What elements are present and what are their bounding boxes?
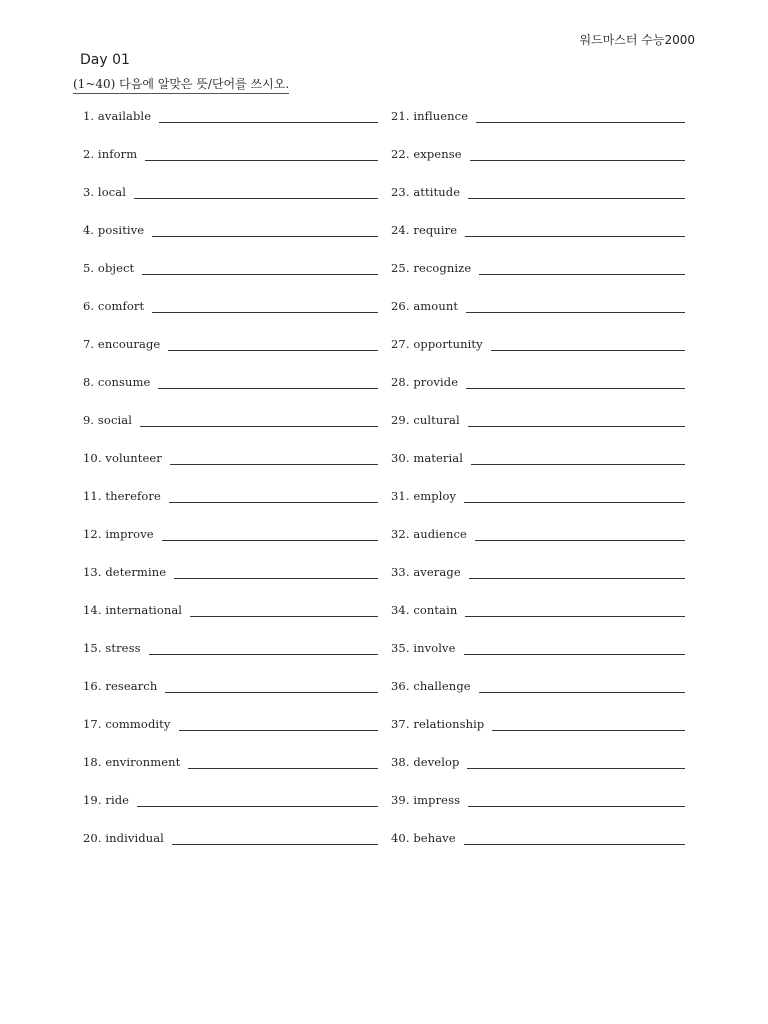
- word-label: 14. international: [83, 603, 183, 617]
- answer-blank-line[interactable]: [165, 675, 378, 693]
- answer-blank-line[interactable]: [464, 485, 685, 503]
- word-label: 39. impress: [391, 793, 461, 807]
- word-label: 32. audience: [391, 527, 467, 541]
- word-item: [80, 257, 378, 295]
- word-item: [80, 713, 378, 751]
- word-item: [388, 485, 685, 523]
- word-item: [80, 523, 378, 561]
- word-item: [388, 143, 685, 181]
- word-item: [388, 257, 685, 295]
- word-item: [80, 105, 378, 143]
- word-item: [80, 599, 378, 637]
- word-label: 15. stress: [83, 641, 141, 655]
- word-item: [80, 447, 378, 485]
- word-item: [80, 485, 378, 523]
- word-label: 1. available: [83, 109, 152, 123]
- answer-blank-line[interactable]: [492, 713, 685, 731]
- word-label: 9. social: [83, 413, 133, 427]
- answer-blank-line[interactable]: [188, 751, 378, 769]
- word-label: 21. influence: [391, 109, 469, 123]
- word-item: [80, 561, 378, 599]
- word-label: 2. inform: [83, 147, 138, 161]
- word-item: [80, 827, 378, 865]
- word-label: 22. expense: [391, 147, 462, 161]
- word-label: 6. comfort: [83, 299, 145, 313]
- answer-blank-line[interactable]: [169, 485, 378, 503]
- answer-blank-line[interactable]: [479, 675, 685, 693]
- word-label: 29. cultural: [391, 413, 460, 427]
- answer-blank-line[interactable]: [468, 789, 685, 807]
- word-label: 30. material: [391, 451, 464, 465]
- word-label: 38. develop: [391, 755, 460, 769]
- word-item: [388, 409, 685, 447]
- workbook-title: 워드마스터 수능2000: [579, 33, 695, 47]
- answer-blank-line[interactable]: [466, 371, 685, 389]
- word-item: [388, 447, 685, 485]
- answer-blank-line[interactable]: [475, 523, 685, 541]
- word-label: 35. involve: [391, 641, 456, 655]
- word-item: [388, 599, 685, 637]
- word-item: [80, 219, 378, 257]
- answer-blank-line[interactable]: [134, 181, 378, 199]
- word-item: [388, 789, 685, 827]
- word-item: [388, 105, 685, 143]
- answer-blank-line[interactable]: [179, 713, 379, 731]
- answer-blank-line[interactable]: [468, 181, 685, 199]
- word-label: 13. determine: [83, 565, 167, 579]
- word-label: 7. encourage: [83, 337, 161, 351]
- answer-blank-line[interactable]: [152, 295, 378, 313]
- word-label: 25. recognize: [391, 261, 472, 275]
- word-item: [80, 371, 378, 409]
- word-label: 23. attitude: [391, 185, 461, 199]
- word-label: 40. behave: [391, 831, 456, 845]
- answer-blank-line[interactable]: [466, 295, 685, 313]
- answer-blank-line[interactable]: [174, 561, 378, 579]
- word-item: [80, 295, 378, 333]
- word-item: [388, 751, 685, 789]
- word-list-right: [388, 105, 685, 865]
- word-label: 28. provide: [391, 375, 459, 389]
- answer-blank-line[interactable]: [140, 409, 378, 427]
- word-item: [80, 333, 378, 371]
- word-label: 4. positive: [83, 223, 145, 237]
- word-label: 10. volunteer: [83, 451, 162, 465]
- word-item: [388, 523, 685, 561]
- word-label: 37. relationship: [391, 717, 485, 731]
- answer-blank-line[interactable]: [168, 333, 378, 351]
- word-label: 34. contain: [391, 603, 458, 617]
- word-label: 11. therefore: [83, 489, 161, 503]
- answer-blank-line[interactable]: [465, 219, 685, 237]
- word-label: 24. require: [391, 223, 458, 237]
- word-item: [80, 637, 378, 675]
- word-item: [388, 561, 685, 599]
- word-item: [388, 675, 685, 713]
- answer-blank-line[interactable]: [464, 827, 685, 845]
- answer-blank-line[interactable]: [467, 751, 685, 769]
- answer-blank-line[interactable]: [469, 561, 685, 579]
- word-item: [80, 409, 378, 447]
- word-label: 12. improve: [83, 527, 154, 541]
- word-label: 19. ride: [83, 793, 130, 807]
- word-label: 33. average: [391, 565, 461, 579]
- word-item: [388, 713, 685, 751]
- instruction-text: (1~40) 다음에 알맞은 뜻/단어를 쓰시오.: [73, 75, 289, 94]
- word-item: [388, 637, 685, 675]
- answer-blank-line[interactable]: [152, 219, 378, 237]
- word-item: [80, 143, 378, 181]
- answer-blank-line[interactable]: [470, 143, 685, 161]
- answer-blank-line[interactable]: [149, 637, 378, 655]
- word-label: 31. employ: [391, 489, 457, 503]
- word-label: 26. amount: [391, 299, 459, 313]
- word-item: [80, 181, 378, 219]
- word-label: 36. challenge: [391, 679, 471, 693]
- answer-blank-line[interactable]: [471, 447, 685, 465]
- answer-blank-line[interactable]: [137, 789, 378, 807]
- answer-blank-line[interactable]: [145, 143, 378, 161]
- answer-blank-line[interactable]: [172, 827, 378, 845]
- answer-blank-line[interactable]: [158, 371, 378, 389]
- word-item: [388, 333, 685, 371]
- answer-blank-line[interactable]: [159, 105, 378, 123]
- answer-blank-line[interactable]: [491, 333, 685, 351]
- word-item: [80, 675, 378, 713]
- word-label: 20. individual: [83, 831, 164, 845]
- word-item: [80, 789, 378, 827]
- answer-blank-line[interactable]: [464, 637, 685, 655]
- word-label: 18. environment: [83, 755, 181, 769]
- word-label: 3. local: [83, 185, 127, 199]
- word-item: [388, 295, 685, 333]
- answer-blank-line[interactable]: [162, 523, 378, 541]
- word-label: 8. consume: [83, 375, 151, 389]
- answer-blank-line[interactable]: [476, 105, 685, 123]
- word-item: [80, 751, 378, 789]
- word-item: [388, 181, 685, 219]
- word-label: 27. opportunity: [391, 337, 483, 351]
- day-title: Day 01: [80, 52, 130, 68]
- word-label: 16. research: [83, 679, 158, 693]
- answer-blank-line[interactable]: [170, 447, 378, 465]
- answer-blank-line[interactable]: [465, 599, 685, 617]
- answer-blank-line[interactable]: [468, 409, 685, 427]
- word-list-left: [80, 105, 378, 865]
- word-item: [388, 371, 685, 409]
- word-label: 5. object: [83, 261, 135, 275]
- answer-blank-line[interactable]: [479, 257, 685, 275]
- answer-blank-line[interactable]: [142, 257, 378, 275]
- word-label: 17. commodity: [83, 717, 171, 731]
- word-item: [388, 827, 685, 865]
- word-item: [388, 219, 685, 257]
- answer-blank-line[interactable]: [190, 599, 378, 617]
